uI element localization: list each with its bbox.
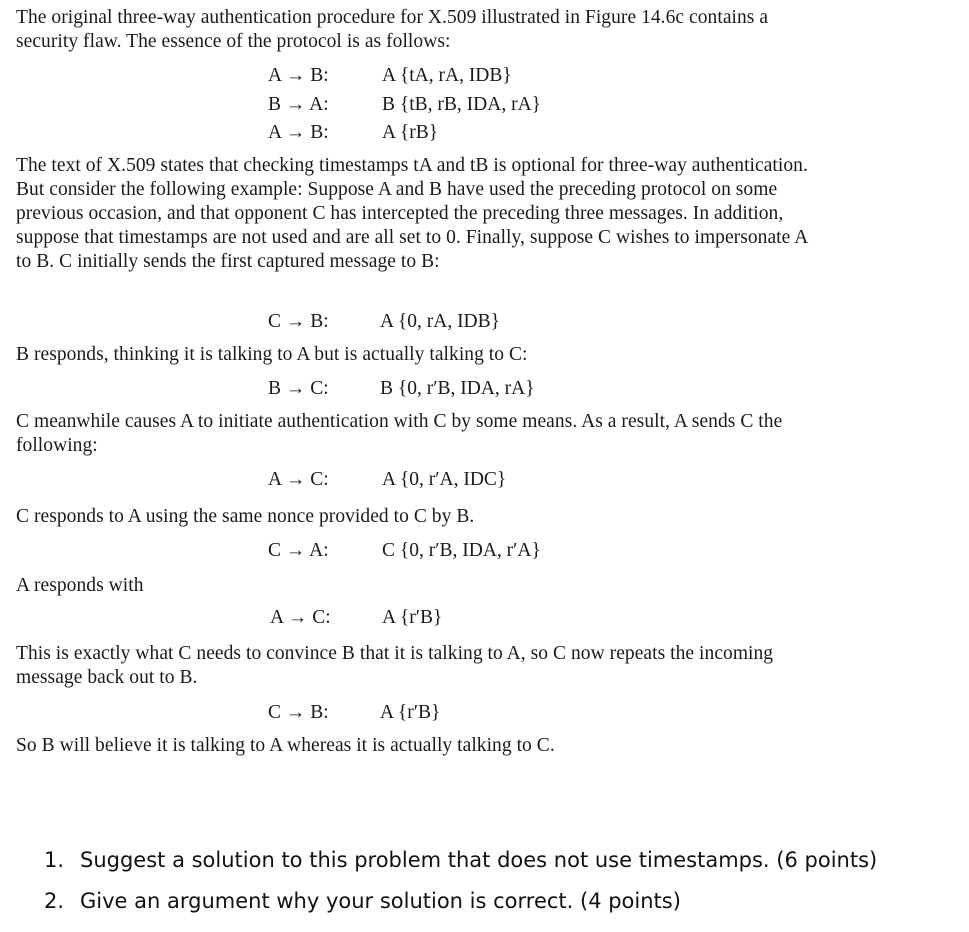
attack-step-3 [268, 468, 588, 492]
message-direction: C → B: [268, 702, 329, 723]
message-content: A {r′B} [382, 607, 443, 628]
message-direction: A → B: [268, 122, 329, 143]
question-number: 2. [44, 889, 65, 913]
c-responds-paragraph: C responds to A using the same nonce provided to C by B. [16, 506, 475, 527]
message-direction: A → B: [268, 65, 329, 86]
attack-step-2 [268, 377, 588, 401]
message-direction: C → B: [268, 311, 329, 332]
message-content: B {0, r′B, IDA, rA} [380, 378, 535, 399]
message-content: B {tB, rB, IDA, rA} [382, 94, 542, 115]
message-content: A {r′B} [380, 702, 441, 723]
question-text: Suggest a solution to this problem that does not use timestamps. (6 points) [80, 848, 878, 872]
question-1 [44, 846, 877, 874]
message-content: A {0, rA, IDB} [380, 311, 501, 332]
question-number: 1. [44, 848, 65, 872]
c-meanwhile-paragraph: C meanwhile causes A to initiate authentication with C by some means. As a result, A sends C the following: [16, 411, 783, 456]
intro-paragraph: The original three-way authentication procedure for X.509 illustrated in Figure 14.6c contains a security flaw. The essence of the protocol is as follows: [16, 7, 769, 52]
conclusion-paragraph: So B will believe it is talking to A whereas it is actually talking to C. [16, 735, 555, 756]
attack-step-1 [268, 310, 588, 334]
protocol-step-3 [268, 121, 588, 145]
protocol-step-2 [268, 93, 588, 117]
attack-step-5 [270, 606, 590, 630]
message-direction: A → C: [270, 607, 331, 628]
question-text: Give an argument why your solution is correct. (4 points) [80, 889, 681, 913]
protocol-step-1 [268, 64, 588, 88]
question-2 [44, 887, 681, 915]
x509-paragraph: The text of X.509 states that checking timestamps tA and tB is optional for three-way authentication. But consider the following example: Suppose A and B have used the preceding protocol on some previous occasion, and that opponent C has intercepted the preceding three messages. In addition, suppose that timestamps are not used and are all set to 0. Finally, suppose C wishes to impersonate A to B. C initially sends the first captured message to B: [16, 155, 808, 272]
message-direction: A → C: [268, 469, 329, 490]
message-content: A {rB} [382, 122, 439, 143]
message-content: A {tA, rA, IDB} [382, 65, 512, 86]
a-responds-paragraph: A responds with [16, 575, 144, 596]
convince-paragraph: This is exactly what C needs to convince B that it is talking to A, so C now repeats the incoming message back out to B. [16, 643, 774, 688]
message-content: A {0, r′A, IDC} [382, 469, 507, 490]
message-direction: B → A: [268, 94, 329, 115]
message-content: C {0, r′B, IDA, r′A} [382, 540, 541, 561]
attack-step-6 [268, 701, 588, 725]
message-direction: C → A: [268, 540, 329, 561]
b-responds-paragraph: B responds, thinking it is talking to A but is actually talking to C: [16, 344, 528, 365]
message-direction: B → C: [268, 378, 329, 399]
attack-step-4 [268, 539, 588, 563]
